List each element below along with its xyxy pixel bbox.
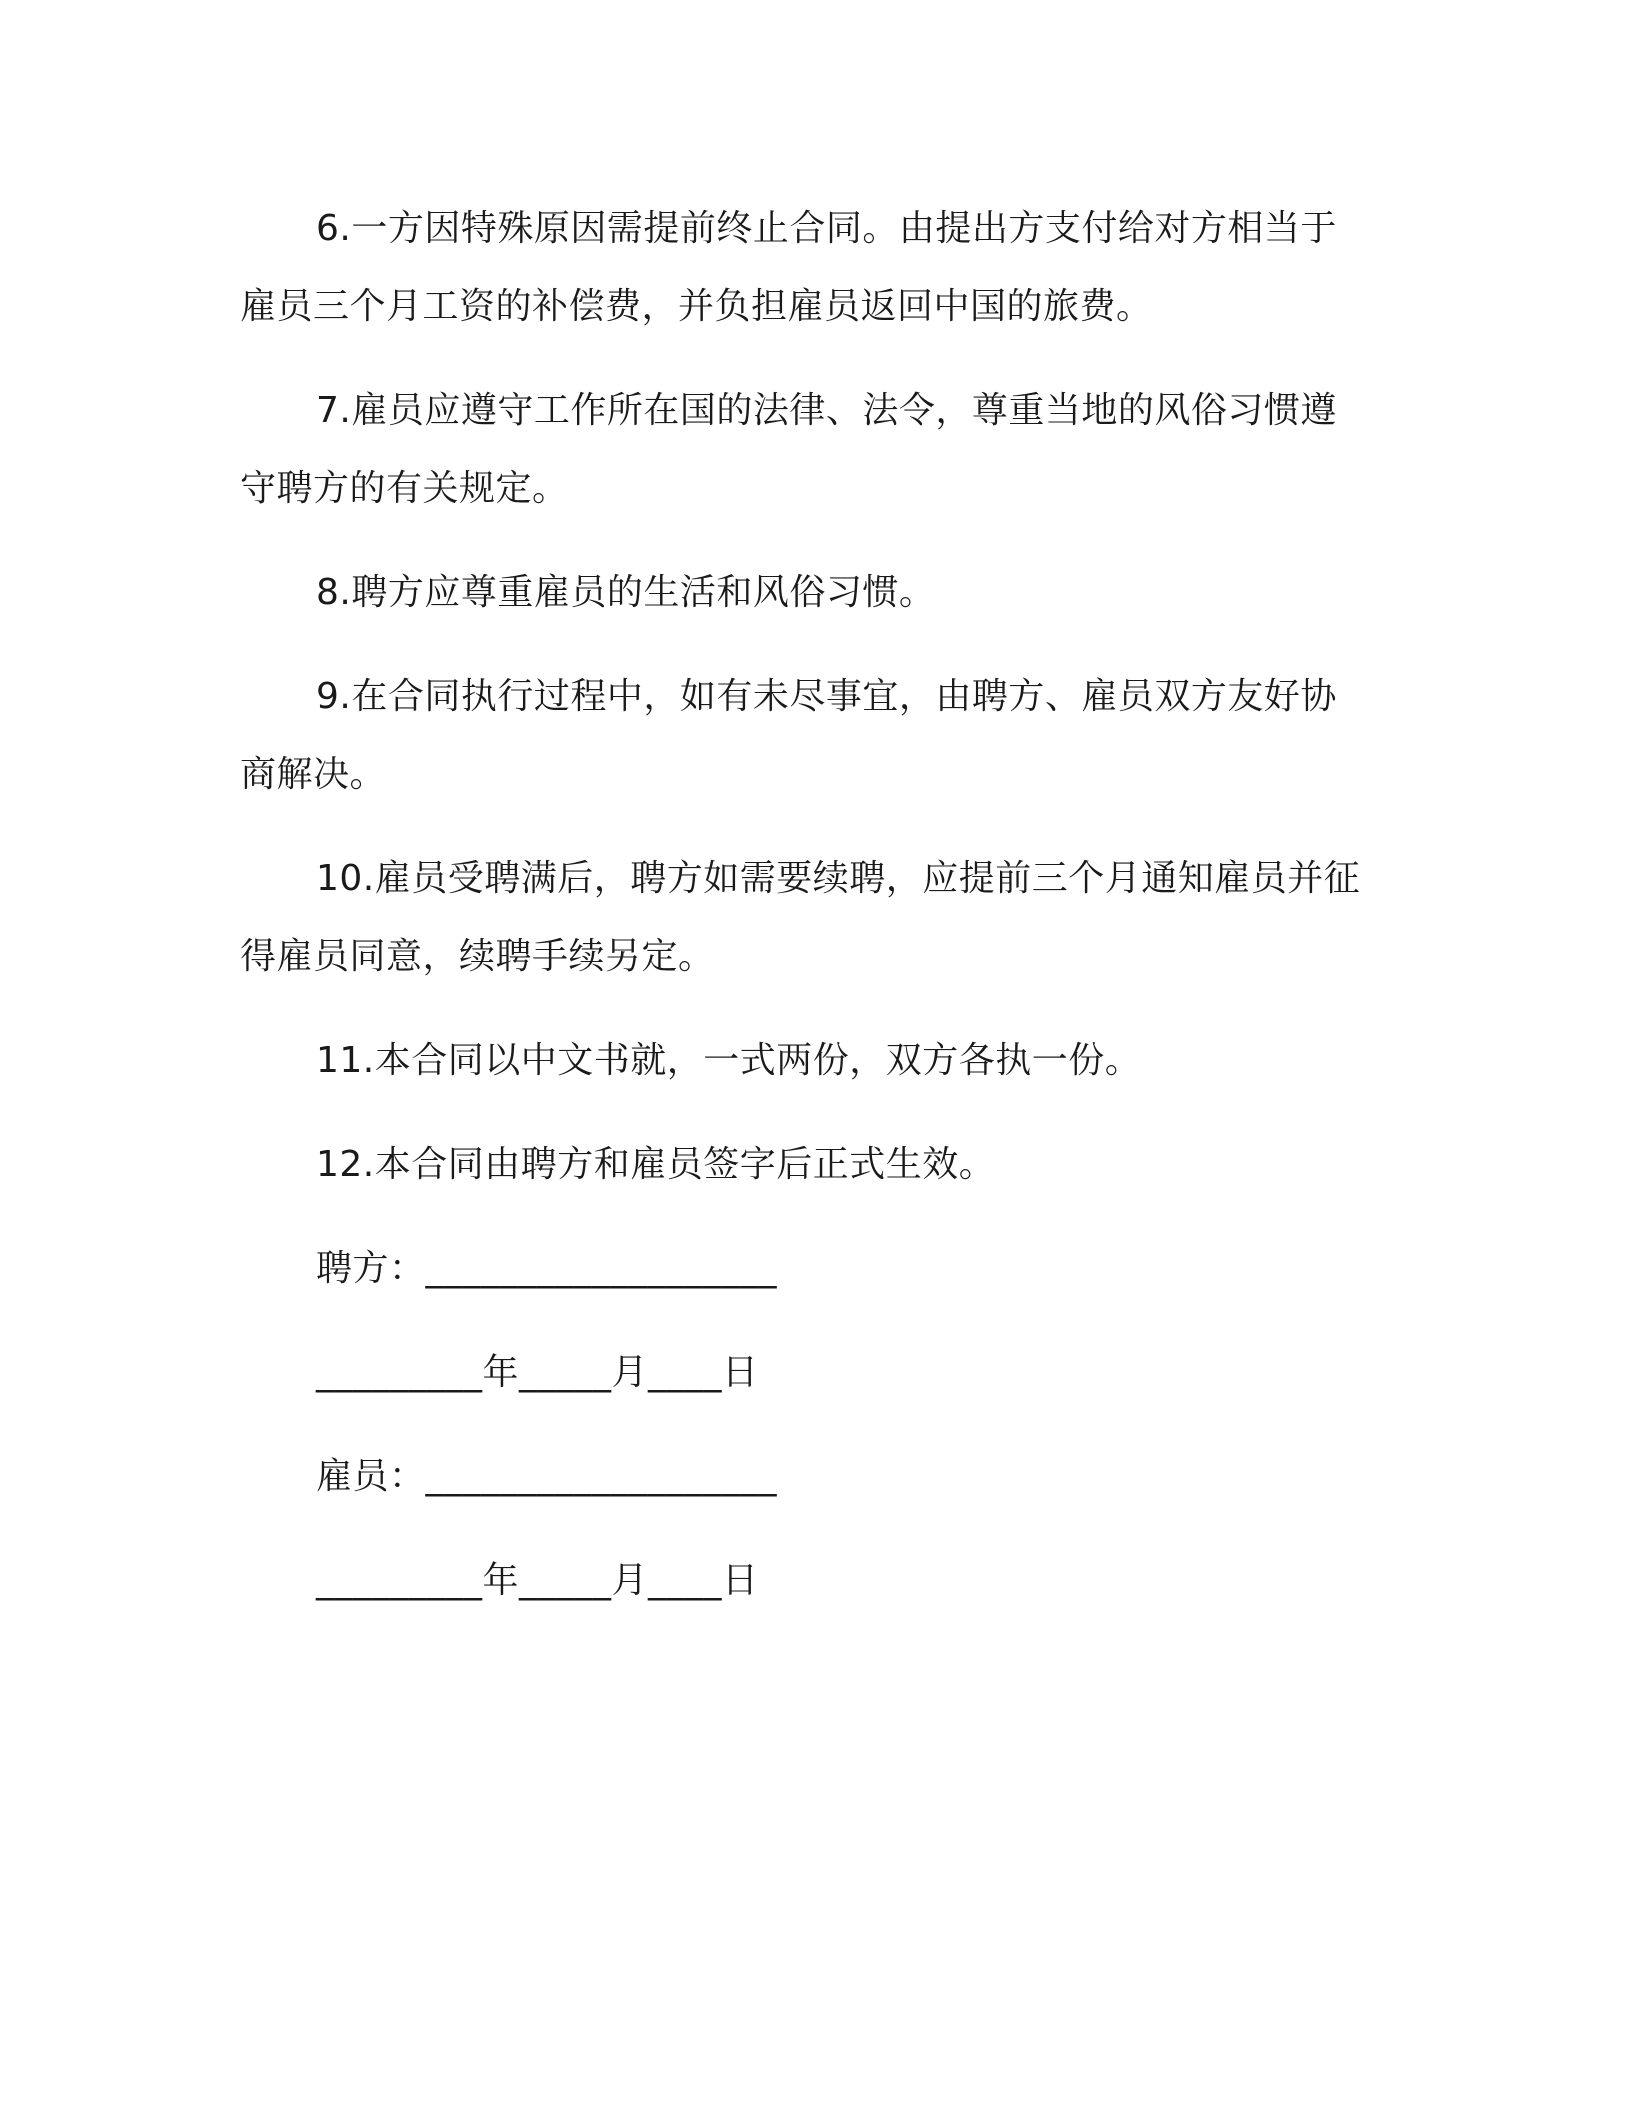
clause-9: 9.在合同执行过程中，如有未尽事宜，由聘方、雇员双方友好协商解决。 xyxy=(240,676,1337,795)
employee-signature-line: 雇员：___________________ xyxy=(316,1456,778,1497)
employee-signature-date: _________年_____月____日 xyxy=(316,1560,759,1601)
document-body xyxy=(240,190,1370,1646)
employer-signature-line: 聘方：___________________ xyxy=(316,1248,778,1289)
clause-6: 6.一方因特殊原因需提前终止合同。由提出方支付给对方相当于雇员三个月工资的补偿费，并负担雇员返回中国的旅费。 xyxy=(240,208,1337,327)
clause-12: 12.本合同由聘方和雇员签字后正式生效。 xyxy=(316,1144,996,1185)
clause-10: 10.雇员受聘满后，聘方如需要续聘，应提前三个月通知雇员并征得雇员同意，续聘手续另定。 xyxy=(240,858,1361,977)
clause-8: 8.聘方应尊重雇员的生活和风俗习惯。 xyxy=(316,572,936,613)
clause-7: 7.雇员应遵守工作所在国的法律、法令，尊重当地的风俗习惯遵守聘方的有关规定。 xyxy=(240,390,1337,509)
employer-signature-date: _________年_____月____日 xyxy=(316,1352,759,1393)
clause-11: 11.本合同以中文书就，一式两份，双方各执一份。 xyxy=(316,1040,1142,1081)
